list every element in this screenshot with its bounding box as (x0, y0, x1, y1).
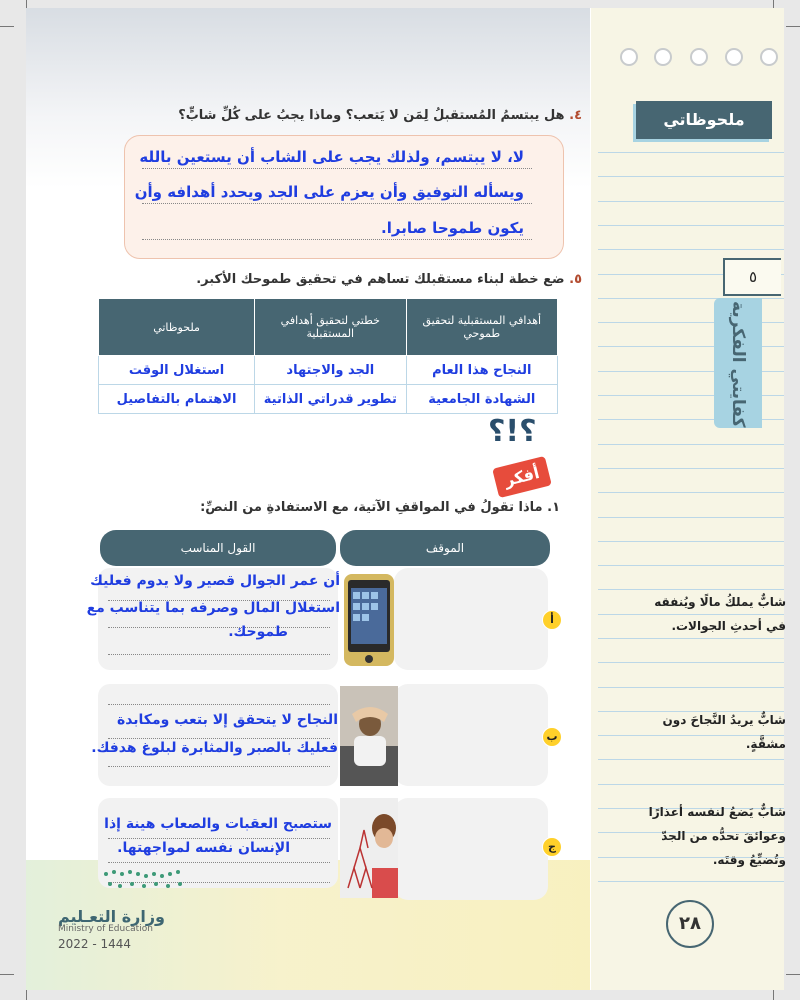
answer-line (108, 738, 330, 739)
ruled-line (598, 784, 784, 785)
handwritten-response-line: استغلال المال وصرفه بما يتناسب مع (86, 600, 340, 616)
item-letter: ج (542, 837, 562, 857)
situation-column-header: الموقف (340, 530, 550, 566)
handwritten-response-line: طموحك. (228, 624, 288, 640)
crop-mark (786, 26, 800, 27)
table-row (99, 385, 558, 414)
response-column-header: القول المناسب (100, 530, 336, 566)
situation-text (649, 800, 786, 872)
ruled-line (598, 152, 784, 153)
binder-ring-icon (690, 48, 708, 66)
binder-ring-icon (654, 48, 672, 66)
handwritten-response-line: فعليك بالصبر والمثابرة لبلوغ هدفك. (91, 740, 338, 756)
ruled-line (598, 638, 784, 639)
table-cell: الاهتمام بالتفاصيل (99, 385, 255, 414)
binder-ring-icon (725, 48, 743, 66)
ruled-line (598, 249, 784, 250)
answer-line (108, 862, 330, 863)
table-header: خطتي لتحقيق أهدافي المستقبلية (255, 299, 406, 356)
table-cell: تطوير قدراتي الذاتية (255, 385, 406, 414)
relaxing-man-photo (340, 686, 398, 786)
item-letter: أ (542, 610, 562, 630)
ruled-line (598, 662, 784, 663)
situation-line: شابٌّ يريدُ النَّجاحَ دون (662, 713, 786, 727)
situation-line: وتُضيِّعُ وقتَه. (712, 853, 786, 867)
situation-card (394, 568, 548, 670)
handwritten-answer-line: يكون طموحا صابرا. (381, 219, 524, 237)
table-cell: الشهادة الجامعية (406, 385, 557, 414)
ministry-name-ar: وزارة التعـليم (58, 907, 165, 926)
page-number: ٢٨ (666, 900, 714, 948)
situation-line: مشقَّةٍ. (745, 737, 786, 751)
answer-line (108, 654, 330, 655)
response-card (98, 684, 338, 786)
answer-line (142, 203, 532, 204)
future-plan-table (98, 298, 558, 414)
lesson-number: ٥ (723, 258, 781, 296)
ruled-line (598, 492, 784, 493)
vision-2030-logo (100, 866, 190, 896)
question-number: ٥. (569, 272, 582, 287)
crop-mark (786, 974, 800, 975)
crop-mark (0, 26, 14, 27)
question-1-title (200, 500, 560, 515)
table-header: ملحوظاتي (99, 299, 255, 356)
question-number: ١. (547, 500, 560, 515)
table-cell: الجد والاجتهاد (255, 356, 406, 385)
ruled-line (598, 517, 784, 518)
edition-year: 2022 - 1444 (58, 937, 132, 951)
situation-card (394, 684, 548, 786)
ruled-line (598, 176, 784, 177)
situation-line: وعوائقَ تحدُّه من الجدّ (661, 829, 786, 843)
ruled-line (598, 225, 784, 226)
handwritten-response-line: الإنسان نفسه لمواجهتها. (117, 840, 290, 856)
answer-line (108, 838, 330, 839)
ruled-line (598, 881, 784, 882)
answer-line (142, 168, 532, 169)
ruled-line (598, 541, 784, 542)
unit-title: كفايتي الفكرية (728, 300, 748, 428)
item-letter: ب (542, 727, 562, 747)
question-4-title (178, 108, 582, 123)
ruled-line (598, 201, 784, 202)
answer-line (108, 766, 330, 767)
crop-mark (0, 974, 14, 975)
table-cell: استغلال الوقت (99, 356, 255, 385)
smartphone-photo (340, 570, 398, 670)
situation-text (663, 708, 787, 756)
answer-line (108, 704, 330, 705)
handwritten-answer-line: لا، لا يبتسم، ولذلك يجب على الشاب أن يستعين بالله (139, 148, 524, 166)
question-text: ضع خطة لبناء مستقبلك تساهم في تحقيق طموحك الأكبر. (196, 272, 565, 287)
situation-line: في أحدثِ الجوالات. (671, 619, 786, 633)
question-text: ماذا تقولُ في المواقفِ الآتية، مع الاستفادةِ من النصِّ: (200, 500, 543, 515)
question-marks-icon: ؟!؟ (488, 414, 537, 449)
handwritten-response-line: ستصبح العقبات والصعاب هينة إذا (104, 816, 332, 832)
ruled-line (598, 468, 784, 469)
situation-line: شابٌّ يملكُ مالًا ويُنفقه (654, 595, 786, 609)
think-badge: أفكر (492, 456, 552, 498)
question-5-title (196, 272, 582, 287)
question-number: ٤. (569, 108, 582, 123)
answer-line (108, 627, 330, 628)
situation-line: شابٌّ يَضعُ لنفسه أعذارًا (648, 805, 786, 819)
handwritten-response-line: النجاح لا يتحقق إلا بتعب ومكابدة (116, 712, 338, 728)
table-cell: النجاح هذا العام (406, 356, 557, 385)
ministry-name-en: Ministry of Education (58, 924, 153, 934)
binder-ring-icon (620, 48, 638, 66)
handwritten-answer-line: ويسأله التوفيق وأن يعزم على الجد ويحدد أهدافه وأن (134, 183, 524, 201)
ruled-line (598, 565, 784, 566)
answer-line (142, 239, 532, 240)
binder-ring-icon (760, 48, 778, 66)
ruled-line (598, 759, 784, 760)
handwritten-response-line: أن عمر الجوال قصير ولا يدوم فعليك (90, 573, 340, 589)
notes-label: ملحوظاتي (636, 101, 772, 139)
table-row (99, 356, 558, 385)
question-text: هل يبتسمُ المُستقبلُ لِمَن لا يَتعب؟ وماذا يجبُ على كُلِّ شابٍّ؟ (178, 108, 565, 123)
house-of-cards-photo (340, 798, 398, 898)
situation-text (654, 590, 786, 638)
ruled-line (598, 687, 784, 688)
ruled-line (598, 444, 784, 445)
situation-card (394, 798, 548, 900)
table-header: أهدافي المستقبلية لتحقيق طموحي (406, 299, 557, 356)
